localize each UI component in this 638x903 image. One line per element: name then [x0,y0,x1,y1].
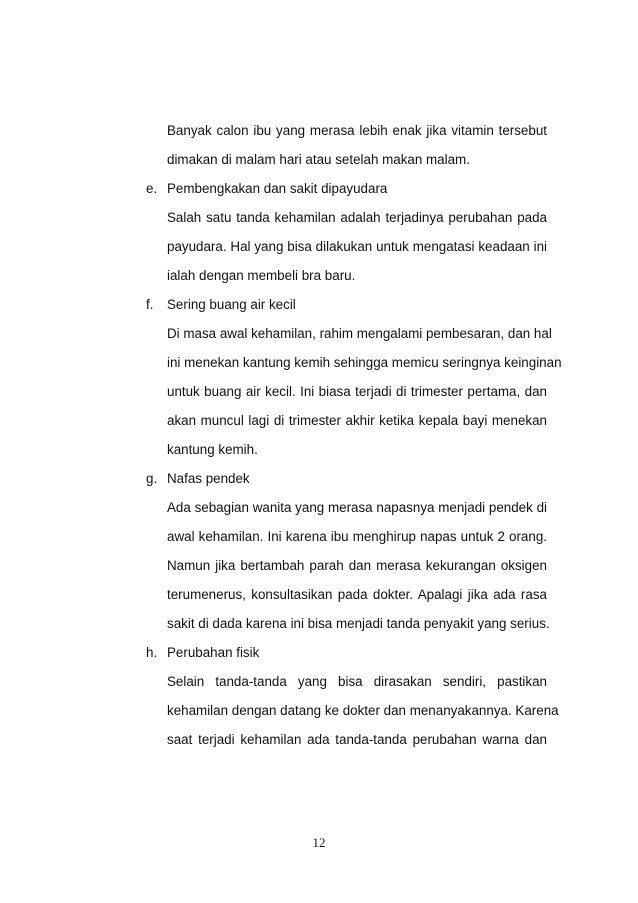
paragraph-line: saat terjadi kehamilan ada tanda-tanda perubahan warna dan [167,732,547,747]
list-marker: g. [146,471,158,486]
paragraph-line: dimakan di malam hari atau setelah makan malam. [167,152,470,167]
item-heading: Sering buang air kecil [167,297,296,312]
list-marker: f. [146,297,154,312]
paragraph-line: sakit di dada karena ini bisa menjadi tanda penyakit yang serius. [167,616,550,631]
paragraph-line: ialah dengan membeli bra baru. [167,268,356,283]
item-heading: Nafas pendek [167,471,250,486]
paragraph-line: awal kehamilan. Ini karena ibu menghirup napas untuk 2 orang. [167,529,547,544]
paragraph-line: Selain tanda-tanda yang bisa dirasakan sendiri, pastikan [167,674,547,689]
paragraph-line: payudara. Hal yang bisa dilakukan untuk mengatasi keadaan ini [167,239,547,254]
paragraph-line: Banyak calon ibu yang merasa lebih enak jika vitamin tersebut [167,123,547,138]
item-heading: Pembengkakan dan sakit dipayudara [167,181,388,196]
paragraph-line: ini menekan kantung kemih sehingga memicu seringnya keinginan [167,355,562,370]
paragraph-line: untuk buang air kecil. Ini biasa terjadi di trimester pertama, dan [167,384,547,399]
paragraph-line: kehamilan dengan datang ke dokter dan menanyakannya. Karena [167,703,559,718]
paragraph-line: terumenerus, konsultasikan pada dokter. Apalagi jika ada rasa [167,587,547,602]
paragraph-line: Namun jika bertambah parah dan merasa kekurangan oksigen [167,558,547,573]
paragraph-line: Ada sebagian wanita yang merasa napasnya menjadi pendek di [167,500,547,515]
paragraph-line: Salah satu tanda kehamilan adalah terjadinya perubahan pada [167,210,547,225]
paragraph-line: kantung kemih. [167,442,258,457]
paragraph-line: Di masa awal kehamilan, rahim mengalami pembesaran, dan hal [167,326,552,341]
item-heading: Perubahan fisik [167,645,260,660]
list-marker: e. [146,181,158,196]
paragraph-line: akan muncul lagi di trimester akhir ketika kepala bayi menekan [167,413,547,428]
list-marker: h. [146,645,158,660]
page-number: 12 [312,835,326,850]
